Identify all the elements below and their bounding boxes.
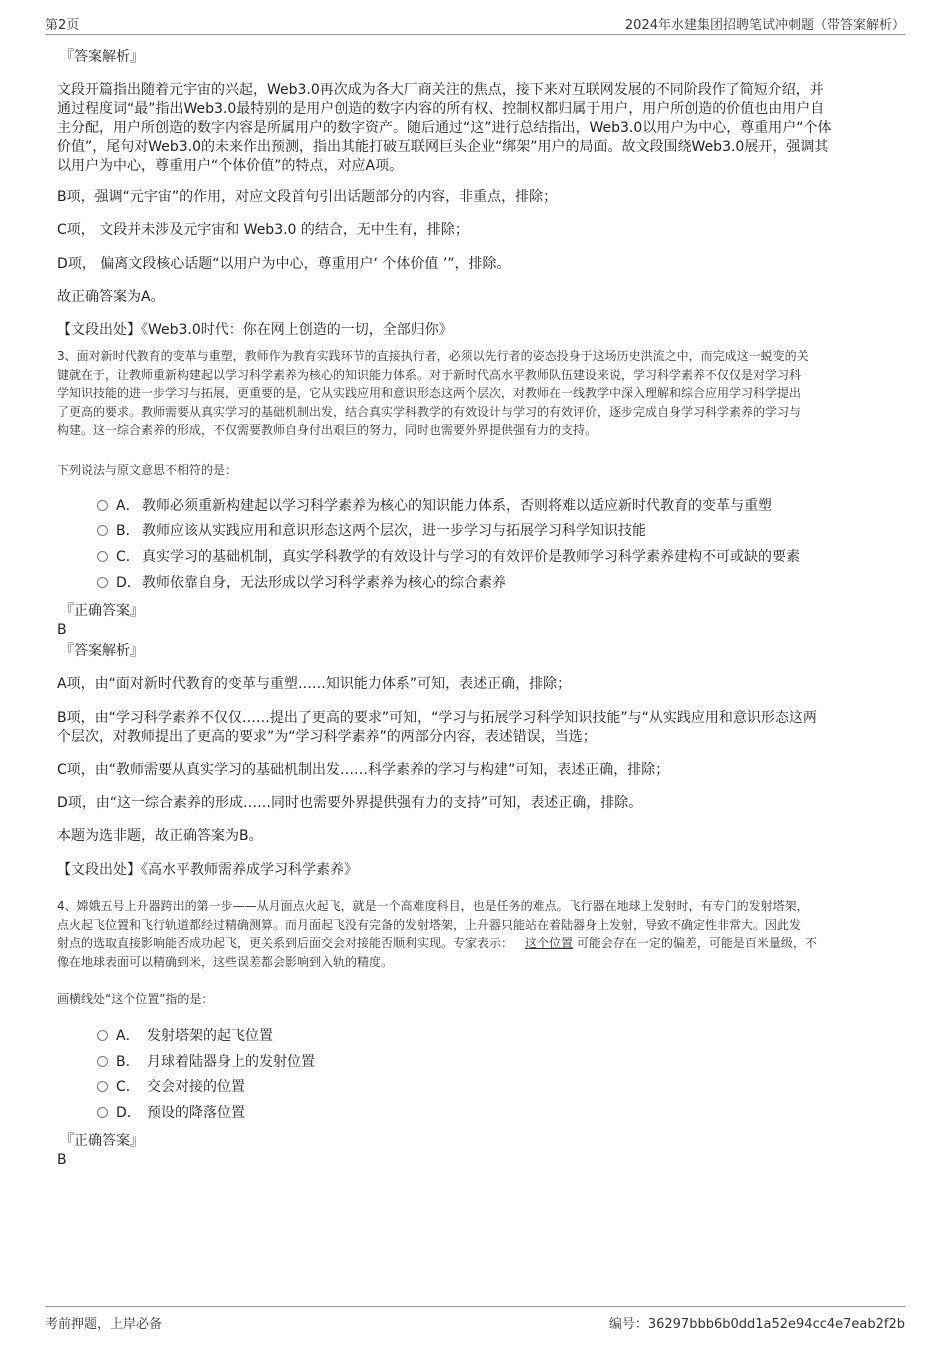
question-4-option-c[interactable]: C． 交会对接的位置 — [97, 1077, 245, 1099]
stem-line: 键就在于，让教师重新构建起以学习科学素养为核心的知识能力体系。对于新时代高水平教师队伍建设来说，学习科学素养不仅仅是对学习科 — [57, 367, 802, 382]
radio-icon[interactable] — [97, 1056, 108, 1067]
page-footer — [45, 1306, 905, 1331]
answer-title: 『正确答案』 — [60, 1133, 144, 1149]
analysis-option-b: B项，由“学习科学素养不仅仅……提出了更高的要求”可知，“学习与拓展学习科学知识技能”与“从实践应用和意识形态这两 个层次，对教师提出了更高的要求”为“学习科学素养”的两部分内容，表述错误，当选； — [57, 710, 817, 745]
footer-slogan: 考前押题，上岸必备 — [45, 1317, 163, 1332]
analysis-option-c: C项， 文段并未涉及元宇宙和 Web3.0 的结合，无中生有，排除； — [57, 222, 469, 238]
analysis-line: 价值”，尾句对Web3.0的未来作出预测，指出其能打破互联网巨头企业“绑架”用户的局面。故文段围绕Web3.0展开，强调其 — [57, 139, 829, 155]
radio-icon[interactable] — [97, 1081, 108, 1092]
radio-icon[interactable] — [97, 500, 108, 511]
analysis-option-c: C项，由“教师需要从真实学习的基础机制出发……科学素养的学习与构建”可知，表述正确，排除； — [57, 762, 670, 778]
analysis-line: 以用户为中心，尊重用户“个体价值”的特点，对应A项。 — [57, 158, 404, 174]
question-4-option-b[interactable]: B． 月球着陆器身上的发射位置 — [97, 1052, 315, 1074]
stem-line: 3、面对新时代教育的变革与重塑，教师作为教育实践环节的直接执行者，必须以先行者的姿态投身于这场历史洪流之中，而完成这一蜕变的关 — [57, 349, 809, 363]
analysis-title: 『答案解析』 — [60, 49, 144, 65]
question-3-stem — [57, 347, 902, 440]
stem-line: 了更高的要求。教师需要从真实学习的基础机制出发，结合真实学科教学的有效设计与学习的有效评价，逐步完成自身学习科学素养的学习与 — [57, 404, 802, 419]
source: 【文段出处】《高水平教师需养成学习科学素养》 — [57, 862, 358, 878]
question-3-option-d[interactable]: D．教师依靠自身，无法形成以学习科学素养为核心的综合素养 — [97, 573, 506, 595]
document-title: 2024年水建集团招聘笔试冲刺题（带答案解析） — [624, 18, 905, 33]
question-4-stem: 4、嫦娥五号上升器跨出的第一步——从月面点火起飞，就是一个高难度科目，也是任务的难点。飞行器在地球上发射时，有专门的发射塔架， 点火起飞位置和飞行轨道都经过精确测算。而月面起飞没有完备的发射塔架，上升器只能站在着陆器身上发射，导致不确定性非常大。因此发 射点的选取直接影响能否成功起飞，更关系到后面交会对接能否顺利实现。专家表示： 这个位置 可能会存在一定的偏差，可能是百米量级，不 像在地球表面可以精确到米，这些误差都会影响到入轨的精度。 — [57, 899, 817, 969]
source: 【文段出处】《Web3.0时代：你在网上创造的一切，全部归你》 — [57, 322, 453, 338]
radio-icon[interactable] — [97, 551, 108, 562]
analysis-line: 文段开篇指出随着元宇宙的兴起，Web3.0再次成为各大厂商关注的焦点，接下来对互联网发展的不同阶段作了简短介绍，并 — [57, 82, 824, 98]
radio-icon[interactable] — [97, 525, 108, 536]
document-code: 编号：36297bbb6b0dd1a52e94cc4e7eab2f2b — [608, 1317, 905, 1332]
radio-icon[interactable] — [97, 1107, 108, 1118]
stem-line: 构建。这一综合素养的形成，不仅需要教师自身付出艰巨的努力，同时也需要外界提供强有力的支持。 — [57, 423, 598, 437]
question-4-option-a[interactable]: A． 发射塔架的起飞位置 — [97, 1026, 273, 1048]
analysis-line: 通过程度词“最”指出Web3.0最特别的是用户创造的数字内容的所有权、控制权都归属于用户，用户所创造的价值也由用户自 — [57, 101, 825, 117]
analysis-option-b: B项，强调“元宇宙”的作用，对应文段首句引出话题部分的内容，非重点，排除； — [57, 189, 558, 205]
question-4-prompt: 画横线处“这个位置”指的是： — [57, 992, 214, 1006]
stem-line: 学知识技能的进一步学习与拓展，更重要的是，它从实践应用和意识形态这两个层次，对教师在一线教学中深入理解和综合应用学习科学提出 — [57, 386, 802, 400]
analysis-option-d: D项， 偏离文段核心话题“以用户为中心，尊重用户‘ 个体价值 ’”，排除。 — [57, 256, 511, 272]
question-3-option-c[interactable]: C． 真实学习的基础机制，真实学科教学的有效设计与学习的有效评价是教师学习科学素养建构不可或缺的要素 — [97, 547, 800, 569]
radio-icon[interactable] — [97, 577, 108, 588]
underlined-phrase: 这个位置 — [525, 936, 574, 950]
analysis-option-d: D项，由“这一综合素养的形成……同时也需要外界提供强有力的支持”可知，表述正确，排除。 — [57, 795, 643, 811]
answer-title: 『正确答案』 — [60, 603, 144, 619]
conclusion: 本题为选非题，故正确答案为B。 — [57, 828, 263, 844]
analysis-option-a: A项，由“面对新时代教育的变革与重塑……知识能力体系”可知，表述正确，排除； — [57, 676, 572, 692]
question-3-option-a[interactable]: A． 教师必须重新构建起以学习科学素养为核心的知识能力体系，否则将难以适应新时代教育的变革与重塑 — [97, 496, 772, 518]
conclusion: 故正确答案为A。 — [57, 289, 165, 305]
question-4-option-d[interactable]: D． 预设的降落位置 — [97, 1103, 245, 1125]
question-3-prompt: 下列说法与原文意思不相符的是： — [57, 463, 238, 477]
answer-value: B — [57, 1152, 67, 1168]
analysis-title: 『答案解析』 — [60, 643, 144, 659]
radio-icon[interactable] — [97, 1030, 108, 1041]
analysis-paragraph — [57, 81, 897, 176]
question-3-option-b[interactable]: B． 教师应该从实践应用和意识形态这两个层次，进一步学习与拓展学习科学知识技能 — [97, 521, 646, 543]
page-header — [45, 14, 905, 35]
page-number: 第2页 — [45, 18, 80, 33]
analysis-line: 主分配，用户所创造的数字内容是所属用户的数字资产。随后通过“这”进行总结指出，Web3.0以用户为中心，尊重用户“个体 — [57, 120, 832, 136]
answer-value: B — [57, 622, 67, 638]
